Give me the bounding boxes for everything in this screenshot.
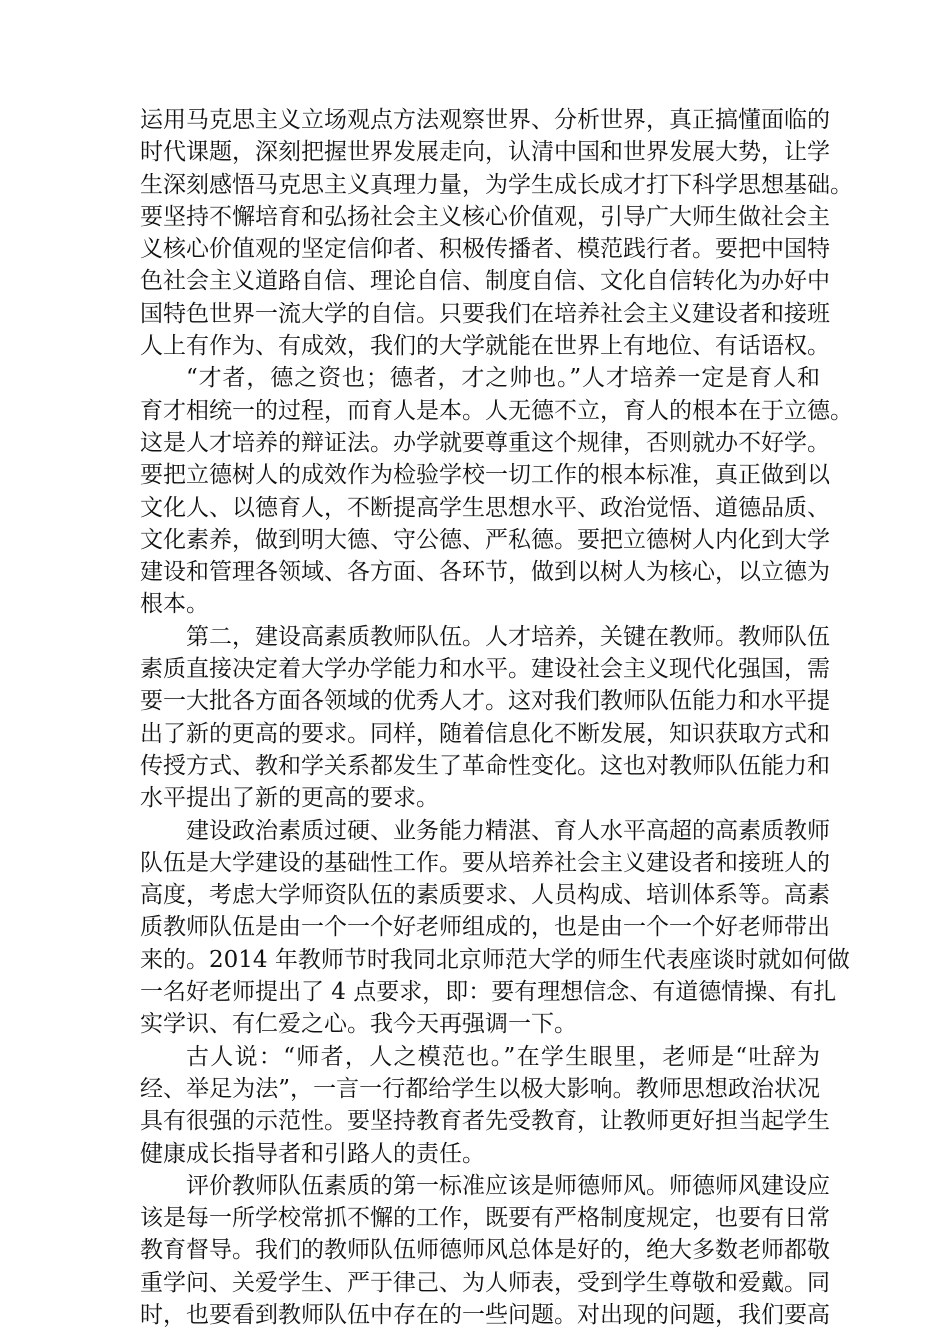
body-paragraph	[140, 104, 853, 362]
text-line: 高度，考虑大学师资队伍的素质要求、人员构成、培训体系等。高素	[140, 882, 830, 909]
text-line: 素质直接决定着大学办学能力和水平。建设社会主义现代化强国，需	[140, 656, 830, 683]
text-line: 色社会主义道路自信、理论自信、制度自信、文化自信转化为办好中	[140, 268, 830, 295]
document-page	[140, 104, 853, 1331]
body-paragraph	[140, 362, 853, 620]
body-paragraph	[140, 1170, 830, 1331]
text-line: 运用马克思主义立场观点方法观察世界、分析世界，真正搞懂面临的	[140, 107, 830, 133]
body-paragraph	[140, 815, 850, 1041]
text-line: 要坚持不懈培育和弘扬社会主义核心价值观，引导广大师生做社会主	[140, 203, 830, 230]
text-line: 经、举足为法”，一言一行都给学生以极大影响。教师思想政治状况	[140, 1075, 820, 1102]
text-line: 健康成长指导者和引路人的责任。	[140, 1140, 485, 1167]
text-line: 该是每一所学校常抓不懈的工作，既要有严格制度规定，也要有日常	[140, 1205, 830, 1232]
text-line: 来的。2014 年教师节时我同北京师范大学的师生代表座谈时就如何做	[140, 946, 850, 973]
text-line: 国特色世界一流大学的自信。只要我们在培养社会主义建设者和接班	[140, 300, 830, 327]
text-line: 建设和管理各领域、各方面、各环节，做到以树人为核心，以立德为	[140, 559, 830, 586]
text-line: 要一大批各方面各领域的优秀人才。这对我们教师队伍能力和水平提	[140, 688, 830, 715]
text-line: 生深刻感悟马克思主义真理力量，为学生成长成才打下科学思想基础。	[140, 171, 853, 198]
text-line: 时，也要看到教师队伍中存在的一些问题。对出现的问题，我们要高	[140, 1301, 830, 1328]
body-paragraph	[140, 621, 830, 815]
text-line: 建设政治素质过硬、业务能力精湛、育人水平高超的高素质教师	[186, 817, 830, 844]
text-line: 文化素养，做到明大德、守公德、严私德。要把立德树人内化到大学	[140, 526, 830, 553]
text-line: 一名好老师提出了 4 点要求，即：要有理想信念、有道德情操、有扎	[140, 979, 837, 1006]
text-line: “才者，德之资也；德者，才之帅也。”人才培养一定是育人和	[186, 365, 820, 392]
text-line: 评价教师队伍素质的第一标准应该是师德师风。师德师风建设应	[186, 1172, 830, 1199]
text-line: 要把立德树人的成效作为检验学校一切工作的根本标准，真正做到以	[140, 462, 830, 489]
text-line: 第二，建设高素质教师队伍。人才培养，关键在教师。教师队伍	[186, 623, 830, 650]
text-line: 具有很强的示范性。要坚持教育者先受教育，让教师更好担当起学生	[140, 1108, 830, 1135]
text-line: 人上有作为、有成效，我们的大学就能在世界上有地位、有话语权。	[140, 333, 830, 360]
text-line: 育才相统一的过程，而育人是本。人无德不立，育人的根本在于立德。	[140, 397, 853, 424]
text-line: 质教师队伍是由一个一个好老师组成的，也是由一个一个好老师带出	[140, 914, 830, 941]
text-line: 时代课题，深刻把握世界发展走向，认清中国和世界发展大势，让学	[140, 139, 830, 166]
text-line: 教育督导。我们的教师队伍师德师风总体是好的，绝大多数老师都敬	[140, 1237, 830, 1264]
text-line: 根本。	[140, 591, 209, 618]
text-line: 队伍是大学建设的基础性工作。要从培养社会主义建设者和接班人的	[140, 849, 830, 876]
text-line: 水平提出了新的更高的要求。	[140, 785, 439, 812]
text-line: 实学识、有仁爱之心。我今天再强调一下。	[140, 1011, 577, 1038]
text-line: 传授方式、教和学关系都发生了革命性变化。这也对教师队伍能力和	[140, 752, 830, 779]
body-paragraph	[140, 1041, 830, 1170]
text-line: 义核心价值观的坚定信仰者、积极传播者、模范践行者。要把中国特	[140, 236, 830, 263]
text-line: 出了新的更高的要求。同样，随着信息化不断发展，知识获取方式和	[140, 720, 830, 747]
text-line: 文化人、以德育人，不断提高学生思想水平、政治觉悟、道德品质、	[140, 494, 830, 521]
text-line: 古人说：“师者，人之模范也。”在学生眼里，老师是“吐辞为	[186, 1043, 820, 1070]
text-line: 这是人才培养的辩证法。办学就要尊重这个规律，否则就办不好学。	[140, 429, 830, 456]
text-line: 重学问、关爱学生、严于律己、为人师表，受到学生尊敬和爱戴。同	[140, 1269, 830, 1296]
